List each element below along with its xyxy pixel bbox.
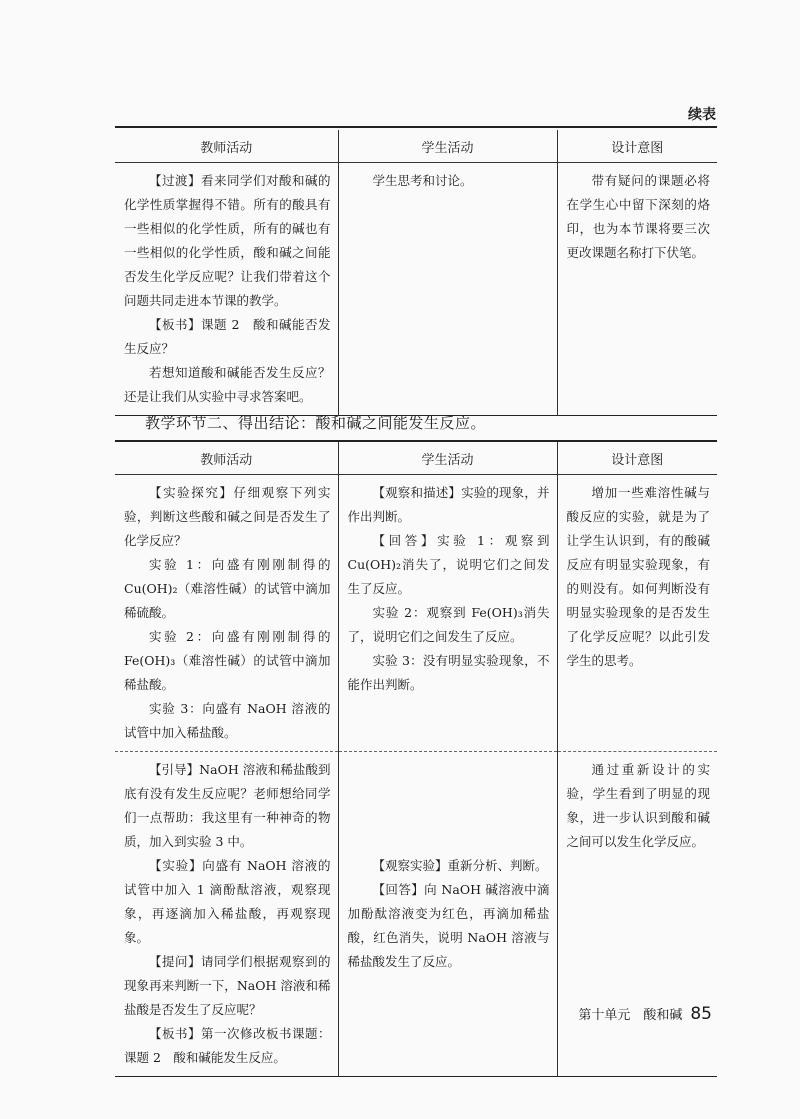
paragraph: 【板书】课题 2 酸和碱能否发生反应？: [124, 317, 331, 356]
design-intent-cell: [557, 163, 717, 416]
teacher-activity-cell: [115, 752, 338, 1077]
table-header-row: [115, 442, 717, 475]
teacher-activity-cell: [115, 163, 338, 416]
spacer: [348, 758, 550, 854]
header-teacher-activity: 教师活动: [115, 130, 338, 163]
paragraph: 【板书】第一次修改板书课题：课题 2 酸和碱能发生反应。: [124, 1026, 331, 1065]
paragraph: 学生思考和讨论。: [372, 173, 473, 188]
paragraph: 【引导】NaOH 溶液和稀盐酸到底有没有发生反应呢？老师想给同学们一点帮助：我这里有一种神奇的物质，加入到实验 3 中。: [124, 762, 331, 849]
paragraph: 若想知道酸和碱能否发生反应？还是让我们从实验中寻求答案吧。: [124, 365, 331, 404]
design-intent-cell: [557, 752, 717, 1077]
paragraph: 带有疑问的课题必将在学生心中留下深刻的烙印，也为本节课将要三次更改课题名称打下伏笔。: [566, 173, 710, 260]
lesson-table-2: [115, 442, 717, 1077]
paragraph: 【观察和描述】实验的现象，并作出判断。: [347, 485, 550, 524]
paragraph: 【提问】请同学们根据观察到的现象再来判断一下，NaOH 溶液和稀盐酸是否发生了反应呢？: [124, 954, 331, 1017]
paragraph: 实验 3：没有明显实验现象，不能作出判断。: [347, 653, 550, 692]
student-activity-cell: [338, 752, 557, 1077]
header-design-intent: 设计意图: [557, 442, 717, 475]
paragraph: 通过重新设计的实验，学生看到了明显的现象，进一步认识到酸和碱之间可以发生化学反应。: [566, 762, 710, 849]
table-row: [115, 752, 717, 1077]
lesson-table-1: [115, 130, 717, 416]
section-title: 教学环节二、得出结论：酸和碱之间能发生反应。: [145, 414, 487, 432]
continue-label: 续表: [688, 107, 716, 123]
paragraph: 实验 2：观察到 Fe(OH)₃消失了，说明它们之间发生了反应。: [347, 605, 550, 644]
paragraph: 【回答】向 NaOH 碱溶液中滴加酚酞溶液变为红色，再滴加稀盐酸，红色消失，说明 NaOH 溶液与稀盐酸发生了反应。: [347, 882, 550, 969]
student-activity-cell: [338, 475, 557, 752]
paragraph: 【观察实验】重新分析、判断。: [372, 858, 548, 873]
paragraph: 【过渡】看来同学们对酸和碱的化学性质掌握得不错。所有的酸具有一些相似的化学性质，所有的碱也有一些相似的化学性质，酸和碱之间能否发生化学反应呢？让我们带着这个问题共同走进本节课的教学。: [124, 173, 331, 308]
paragraph: 【实验探究】仔细观察下列实验，判断这些酸和碱之间是否发生了化学反应？: [124, 485, 331, 548]
header-student-activity: 学生活动: [338, 442, 557, 475]
table-header-row: [115, 130, 717, 163]
page-number: 85: [690, 1004, 712, 1024]
header-student-activity: 学生活动: [338, 130, 557, 163]
table-row: [115, 475, 717, 752]
header-design-intent: 设计意图: [557, 130, 717, 163]
table-row: [115, 163, 717, 416]
paragraph: 实验 1：向盛有刚刚制得的 Cu(OH)₂（难溶性碱）的试管中滴加稀硫酸。: [124, 557, 331, 620]
design-intent-cell: [557, 475, 717, 752]
paragraph: 【回答】实验 1：观察到Cu(OH)₂消失了，说明它们之间发生了反应。: [347, 533, 550, 596]
student-activity-cell: [338, 163, 557, 416]
page-footer: [578, 1004, 712, 1024]
paragraph: 【实验】向盛有 NaOH 溶液的试管中加入 1 滴酚酞溶液，观察现象，再逐滴加入稀盐酸，再观察现象。: [124, 858, 331, 945]
paragraph: 增加一些难溶性碱与酸反应的实验，就是为了让学生认识到，有的酸碱反应有明显实验现象，有的则没有。如何判断没有明显实验现象的是否发生了化学反应呢？以此引发学生的思考。: [566, 485, 710, 668]
teacher-activity-cell: [115, 475, 338, 752]
paragraph: 实验 2：向盛有刚刚制得的 Fe(OH)₃（难溶性碱）的试管中滴加稀盐酸。: [124, 629, 331, 692]
top-rule: [115, 126, 717, 128]
header-teacher-activity: 教师活动: [115, 442, 338, 475]
paragraph: 实验 3：向盛有 NaOH 溶液的试管中加入稀盐酸。: [124, 701, 331, 740]
unit-title: 第十单元 酸和碱: [578, 1008, 683, 1023]
